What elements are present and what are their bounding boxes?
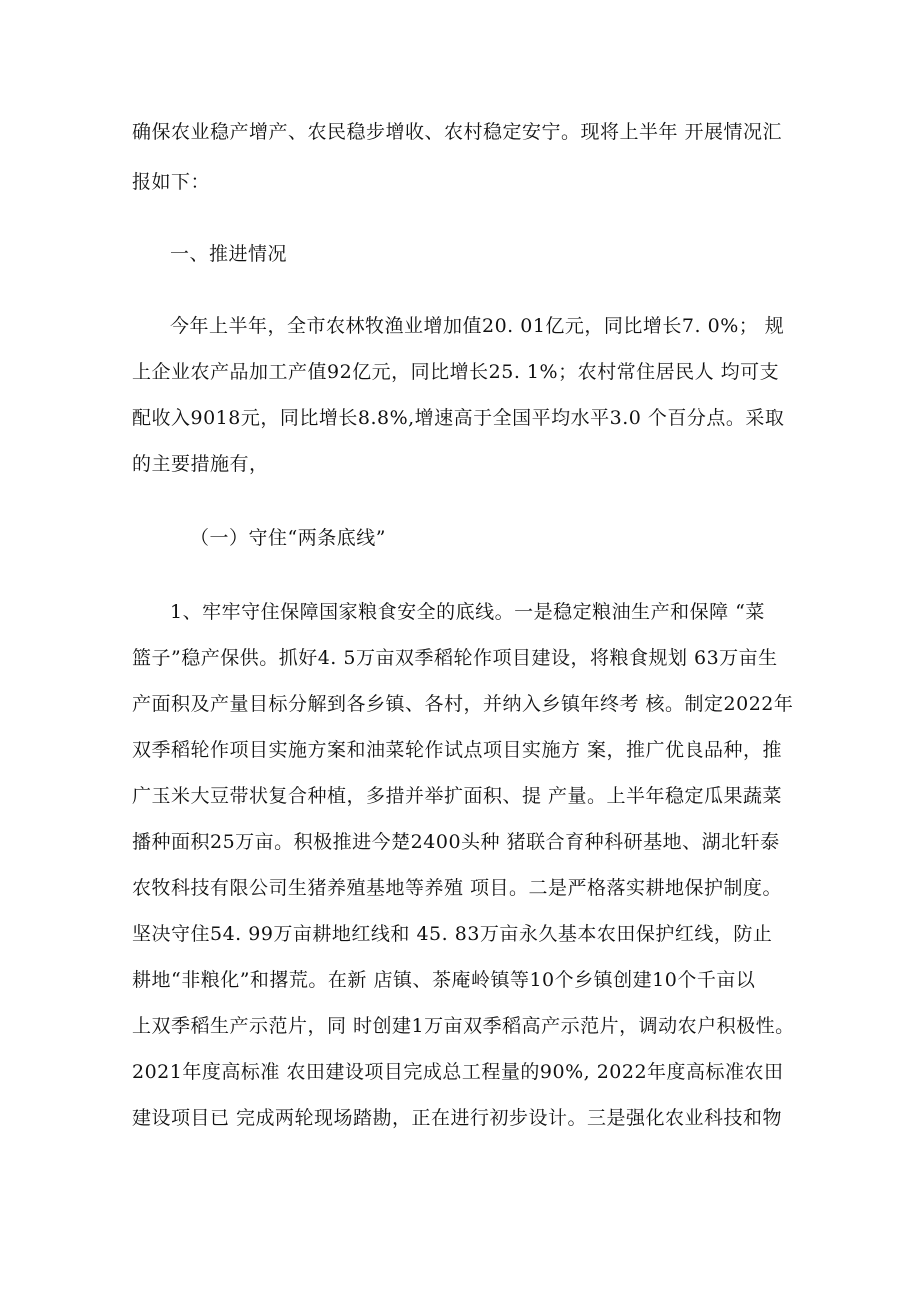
paragraph-line: 1、牢牢守住保障国家粮食安全的底线。一是稳定粮油生产和保障 “菜 [170,601,765,623]
paragraph-line: 篮子”稳产保供。抓好4. 5万亩双季稻轮作项目建设，将粮食规划 63万亩生 [132,647,778,669]
paragraph-line: 农牧科技有限公司生猪养殖基地等养殖 项目。二是严格落实耕地保护制度。 [132,877,783,899]
section-heading: 一、推进情况 [170,243,288,265]
paragraph-line: 广玉米大豆带状复合种植，多措并举扩面积、提 产量。上半年稳定瓜果蔬菜 [132,785,783,807]
paragraph-line: 播种面积25万亩。积极推进今楚2400头种 猪联合育种科研基地、湖北轩泰 [132,831,780,853]
paragraph-line: 坚决守住54. 99万亩耕地红线和 45. 83万亩永久基本农田保护红线，防止 [132,923,773,945]
intro-line: 确保农业稳产增产、农民稳步增收、农村稳定安宁。现将上半年 开展情况汇 [132,121,783,143]
paragraph-line: 配收入9018元，同比增长8.8%,增速高于全国平均水平3.0 个百分点。采取 [132,407,785,429]
paragraph-line: 今年上半年，全市农林牧渔业增加值20. 01亿元，同比增长7. 0%； 规 [170,315,785,337]
sub-heading: （一）守住“两条底线” [190,527,386,549]
paragraph-line: 建设项目已 完成两轮现场踏勘，正在进行初步设计。三是强化农业科技和物 [132,1107,783,1129]
paragraph-line: 双季稻轮作项目实施方案和油菜轮作试点项目实施方 案，推广优良品种，推 [132,739,783,761]
paragraph-line: 2021年度高标准 农田建设项目完成总工程量的90%, 2022年度高标准农田 [132,1061,784,1083]
paragraph-line: 上双季稻生产示范片，同 时创建1万亩双季稻高产示范片，调动农户积极性。 [132,1015,795,1037]
intro-line: 报如下： [132,171,211,193]
paragraph-line: 产面积及产量目标分解到各乡镇、各村，并纳入乡镇年终考 核。制定2022年 [132,693,794,715]
paragraph-line: 上企业农产品加工产值92亿元，同比增长25. 1%；农村常住居民人 均可支 [132,361,780,383]
paragraph-line: 的主要措施有， [132,453,269,475]
paragraph-line: 耕地“非粮化”和撂荒。在新 店镇、茶庵岭镇等10个乡镇创建10个千亩以 [132,969,756,991]
